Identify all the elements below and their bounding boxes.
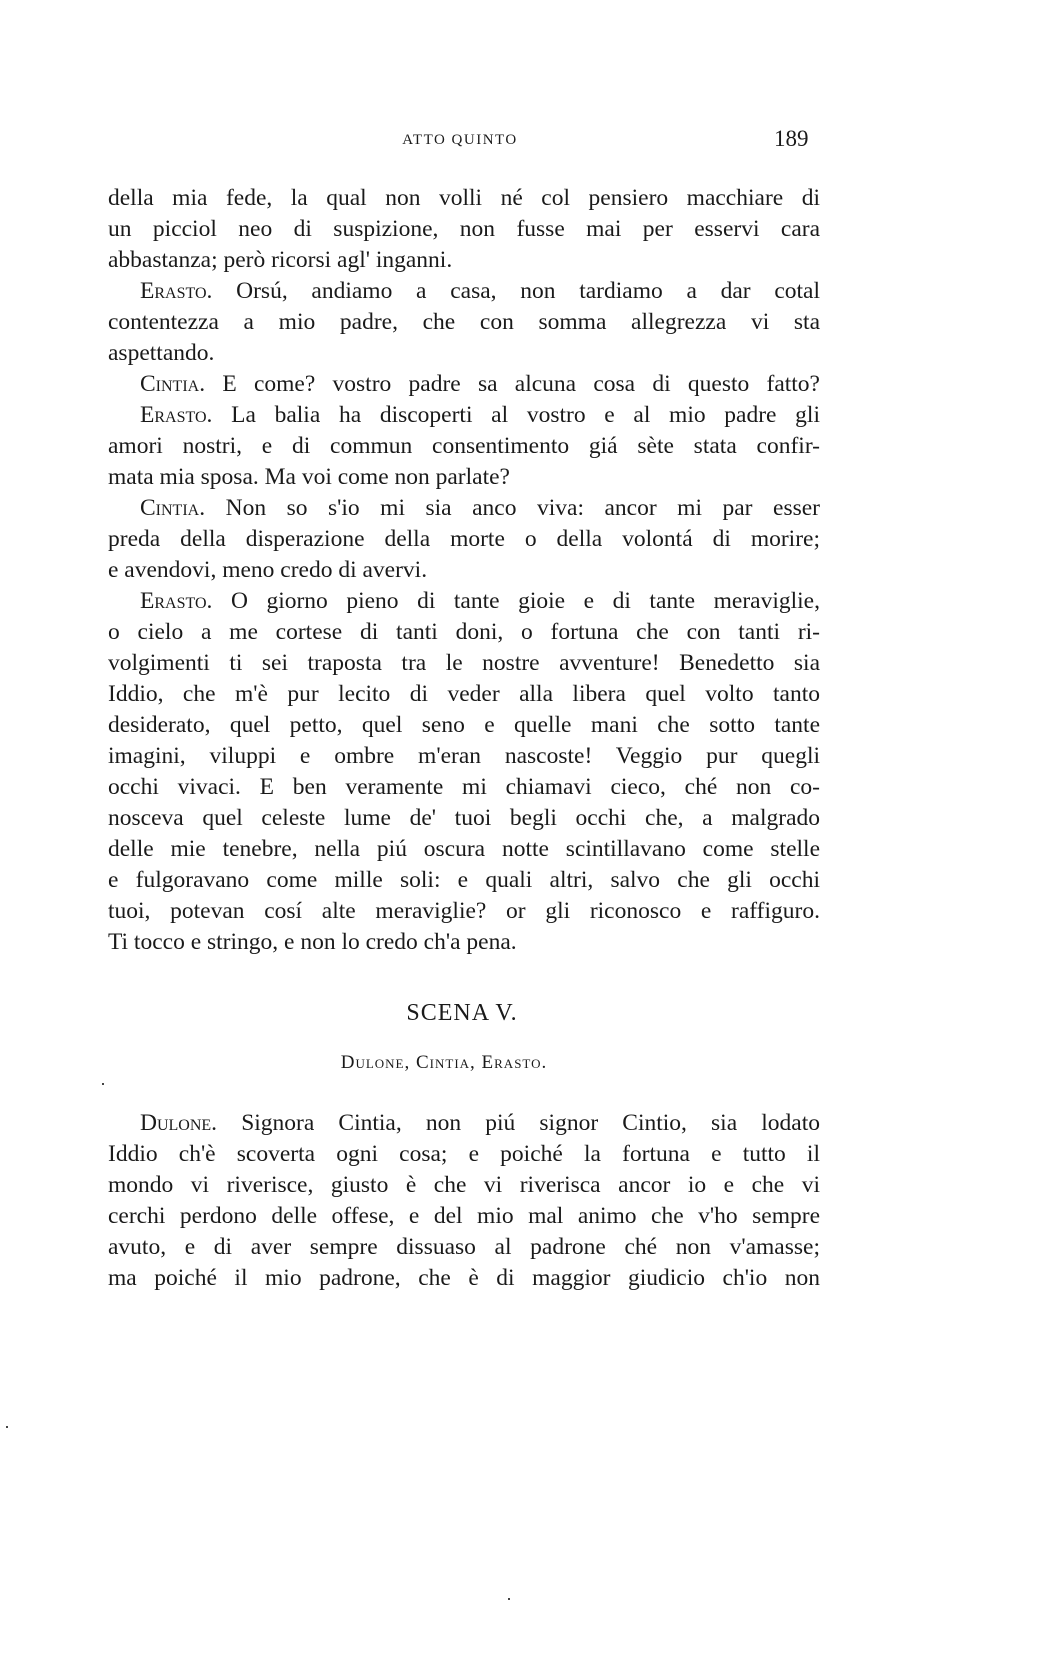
scan-speck <box>102 1083 104 1085</box>
speech-line: Cintia. Non so s'io mi sia anco viva: ancor mi par esser <box>140 495 820 521</box>
text-line: e fulgoravano come mille soli: e quali altri, salvo che gli occhi <box>108 867 820 893</box>
text-line: volgimenti ti sei traposta tra le nostre avventure! Benedetto sia <box>108 650 820 676</box>
text-line: Ti tocco e stringo, e non lo credo ch'a pena. <box>108 929 517 955</box>
text-line: avuto, e di aver sempre dissuaso al padrone ché non v'amasse; <box>108 1234 820 1260</box>
speech-line: Erasto. Orsú, andiamo a casa, non tardiamo a dar cotal <box>140 278 820 304</box>
text-line: Iddio ch'è scoverta ogni cosa; e poiché la fortuna e tutto il <box>108 1141 820 1167</box>
scene-title: SCENA V. <box>406 1000 518 1026</box>
speech-line: Erasto. O giorno pieno di tante gioie e di tante meraviglie, <box>140 588 820 614</box>
text-line: preda della disperazione della morte o della volontá di morire; <box>108 526 820 552</box>
page-number: 189 <box>774 126 809 151</box>
speaker-name: Cintia. <box>140 371 206 397</box>
speaker-name: Dulone. <box>140 1110 218 1136</box>
text-line: nosceva quel celeste lume de' tuoi begli occhi che, a malgrado <box>108 805 820 831</box>
text-line: abbastanza; però ricorsi agl' inganni. <box>108 247 453 273</box>
speaker-name: Erasto. <box>140 402 213 428</box>
speech-line: Dulone. Signora Cintia, non piú signor Cintio, sia lodato <box>140 1110 820 1136</box>
text-line: imagini, viluppi e ombre m'eran nascoste! Veggio pur quegli <box>108 743 820 769</box>
running-header <box>0 126 1052 154</box>
text-line: mondo vi riverisce, giusto è che vi riverisca ancor io e che vi <box>108 1172 820 1198</box>
text-line: desiderato, quel petto, quel seno e quelle mani che sotto tante <box>108 712 820 738</box>
scene-characters: Dulone, Cintia, Erasto. <box>340 1052 548 1073</box>
text-line: occhi vivaci. E ben veramente mi chiamavi cieco, ché non co- <box>108 774 820 800</box>
speech-line: Cintia. E come? vostro padre sa alcuna cosa di questo fatto? <box>140 371 820 397</box>
scan-speck <box>508 1598 510 1600</box>
text-line: tuoi, potevan cosí alte meraviglie? or gli riconosco e raffiguro. <box>108 898 820 924</box>
text-line: mata mia sposa. Ma voi come non parlate? <box>108 464 510 490</box>
text-line: delle mie tenebre, nella piú oscura notte scintillavano come stelle <box>108 836 820 862</box>
text-line: della mia fede, la qual non volli né col pensiero macchiare di <box>108 185 820 211</box>
speaker-name: Cintia. <box>140 495 206 521</box>
scan-speck <box>6 1426 8 1428</box>
text-line: Iddio, che m'è pur lecito di veder alla libera quel volto tanto <box>108 681 820 707</box>
text-line: ma poiché il mio padrone, che è di maggior giudicio ch'io non <box>108 1265 820 1291</box>
running-title: ATTO QUINTO <box>402 132 518 148</box>
text-line: aspettando. <box>108 340 215 366</box>
text-line: contentezza a mio padre, che con somma allegrezza vi sta <box>108 309 820 335</box>
speaker-name: Erasto. <box>140 278 213 304</box>
speech-line: Erasto. La balia ha discoperti al vostro e al mio padre gli <box>140 402 820 428</box>
speaker-name: Erasto. <box>140 588 213 614</box>
text-line: o cielo a me cortese di tanti doni, o fortuna che con tanti ri- <box>108 619 820 645</box>
text-line: un picciol neo di suspizione, non fusse mai per esservi cara <box>108 216 820 242</box>
text-line: e avendovi, meno credo di avervi. <box>108 557 428 583</box>
text-line: cerchi perdono delle offese, e del mio mal animo che v'ho sempre <box>108 1203 820 1229</box>
text-line: amori nostri, e di commun consentimento giá sète stata confir- <box>108 433 820 459</box>
